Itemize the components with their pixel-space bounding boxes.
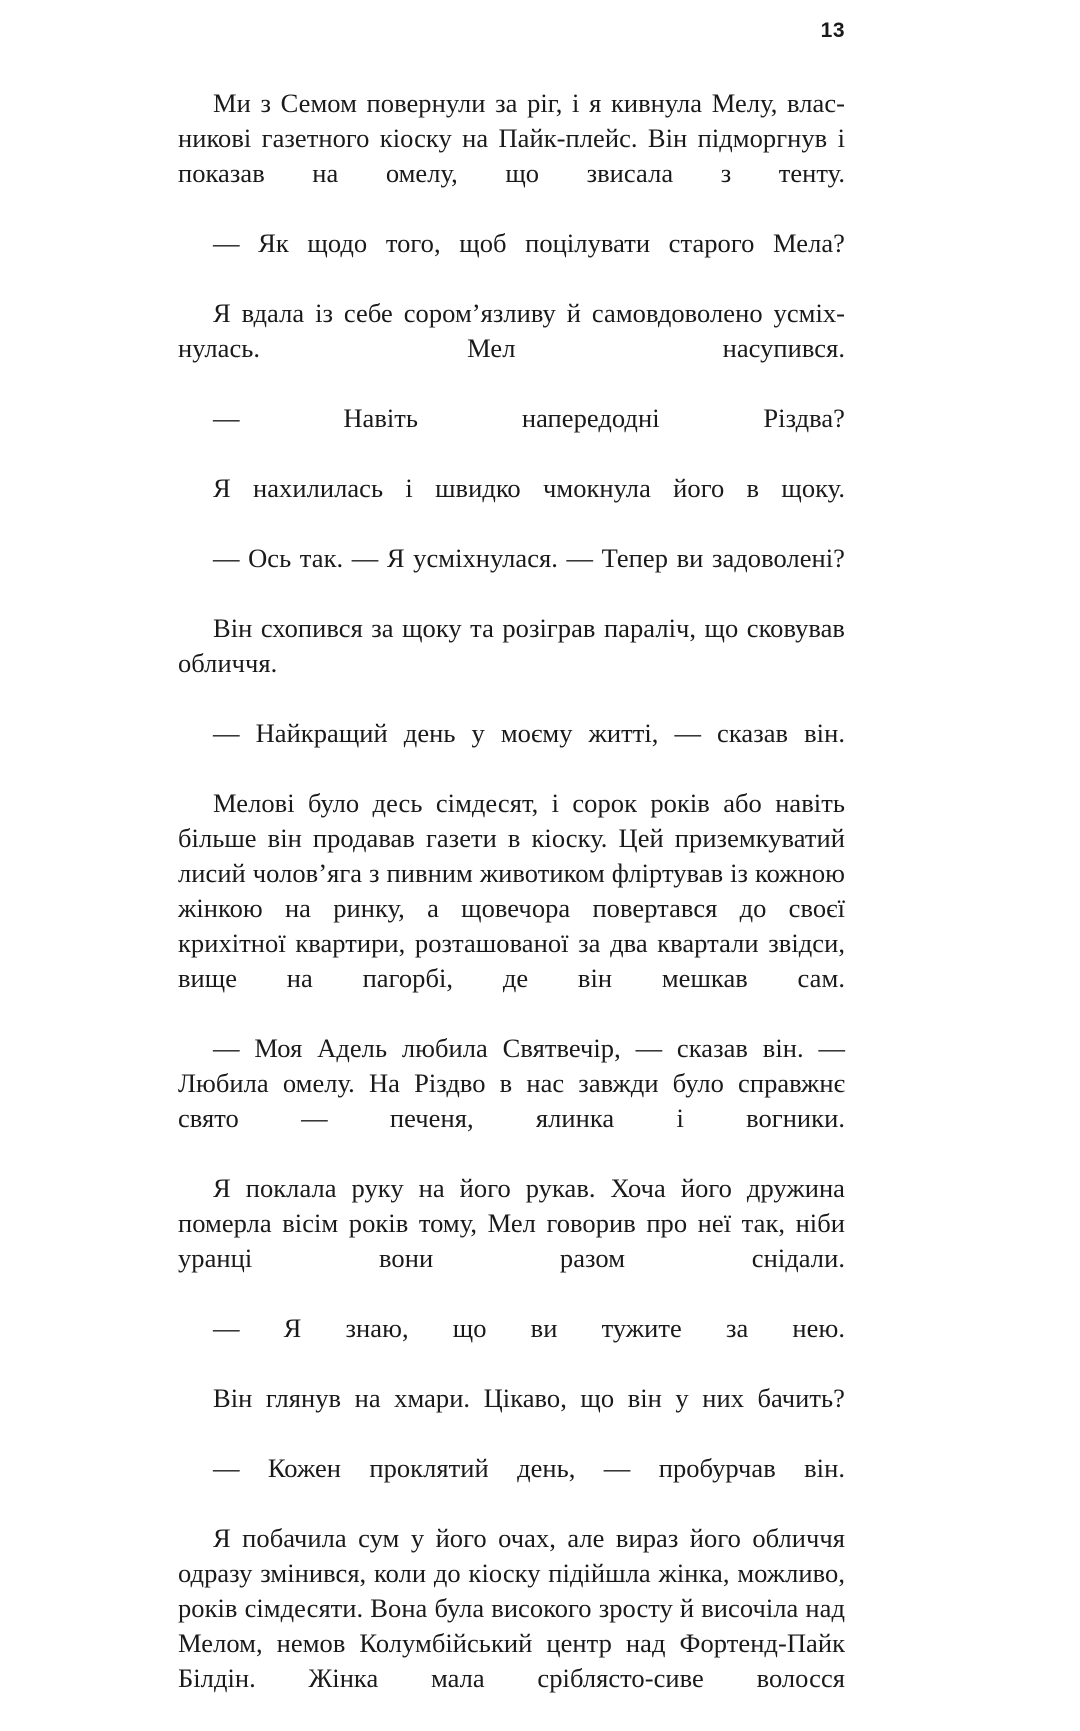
paragraph: — Ось так. — Я усміхнулася. — Тепер ви задоволені? (213, 543, 845, 573)
paragraph: Він глянув на хмари. Цікаво, що він у них бачить? (213, 1383, 845, 1413)
paragraph: — Моя Адель любила Святвечір, — сказав він. — Любила омелу. На Різдво в нас завжди було справжнє свято — печеня, ялинка і вогники. (178, 1033, 845, 1133)
paragraph: — Кожен проклятий день, — пробурчав він. (213, 1453, 845, 1483)
paragraph: Мелові було десь сімдесят, і сорок років або навіть більше він продавав газети в кіоску. Цей приземкуватий лисий чолов’яга з пивним животиком фліртував із кожною жінкою на ринку, а щовечора повертався до своєї крихітної квартири, розташованої за два квартали звідси, вище на пагорбі, де він мешкав сам. (178, 788, 845, 993)
paragraph: Я поклала руку на його рукав. Хоча його дружина померла вісім років тому, Мел говорив про неї так, ніби уранці вони разом снідали. (178, 1173, 845, 1273)
paragraph: Я побачила сум у його очах, але вираз його обличчя одразу змінився, коли до кіоску підійшла жінка, можливо, років сімдесяти. Вона була високого зросту й височіла над Мелом, немов Колумбійський центр над Фортенд-Пайк Білдін. Жінка мала сріблясто-сиве волосся (178, 1523, 845, 1693)
paragraph: — Як щодо того, щоб поцілувати старого Мела? (213, 228, 845, 258)
paragraph: Він схопився за щоку та розіграв параліч, що сковував обличчя. (178, 613, 845, 678)
paragraph: — Навіть напередодні Різдва? (213, 403, 845, 433)
paragraph: Ми з Семом повернули за ріг, і я кивнула Мелу, власникові газетного кіоску на Пайк-плейс. Він підморгнув і показав на омелу, що звисала з тенту. (178, 88, 845, 188)
body-text-block (178, 86, 845, 1731)
paragraph: Я вдала із себе сором’язливу й самовдоволено усміхнулась. Мел насупився. (178, 298, 845, 363)
page-number: 13 (820, 19, 845, 42)
paragraph: Я нахилилась і швидко чмокнула його в щоку. (213, 473, 845, 503)
paragraph: — Найкращий день у моєму житті, — сказав він. (213, 718, 845, 748)
paragraph: — Я знаю, що ви тужите за нею. (213, 1313, 845, 1343)
